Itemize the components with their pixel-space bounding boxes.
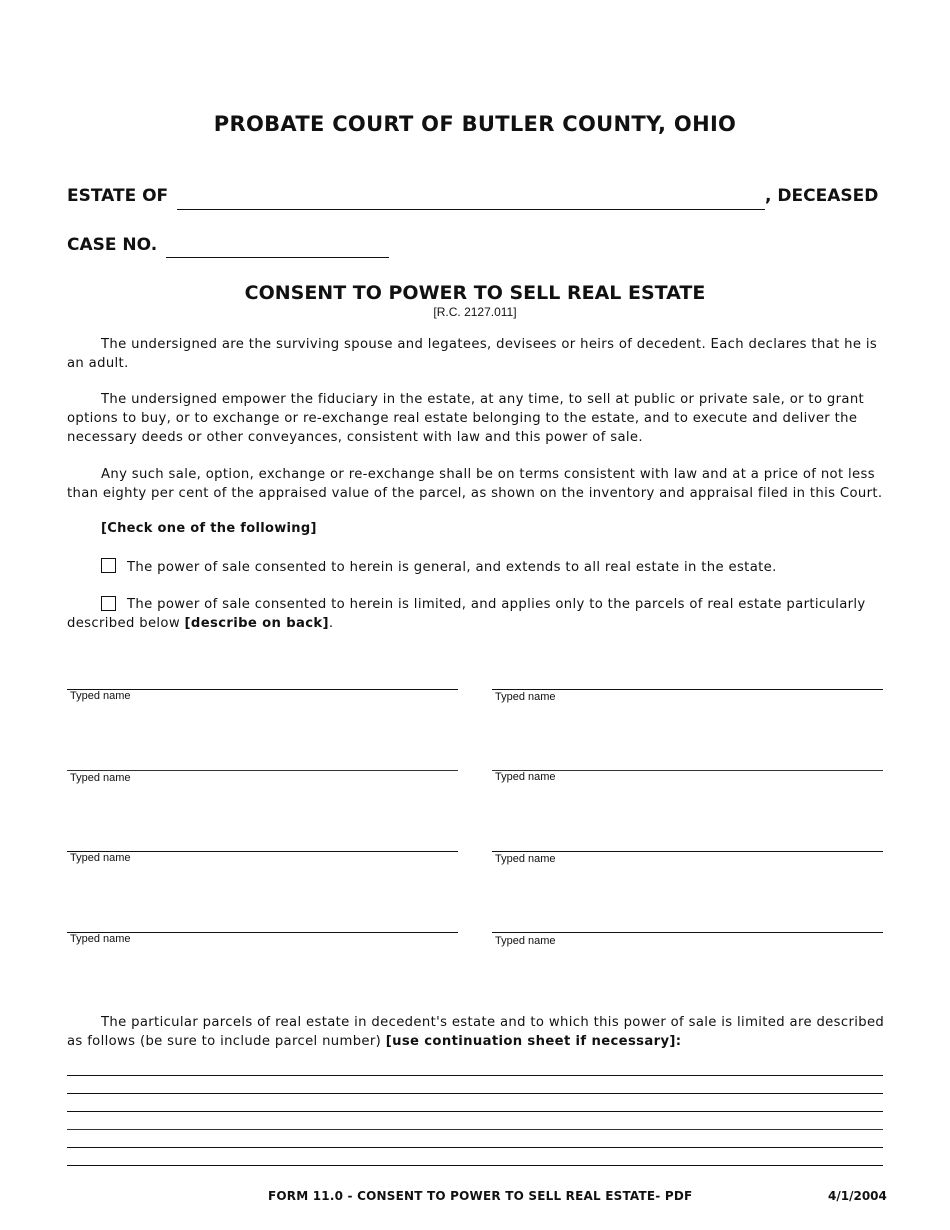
typed-name-caption: Typed name	[495, 691, 556, 703]
typed-name-caption: Typed name	[495, 935, 556, 947]
parcel-line[interactable]	[67, 1075, 883, 1076]
general-power-checkbox[interactable]	[101, 558, 116, 573]
limited-power-text-end: .	[328, 616, 334, 631]
limited-power-text	[67, 595, 885, 633]
parcel-line[interactable]	[67, 1093, 883, 1094]
limited-power-text-main: The power of sale consented to herein is limited, and applies only to the parcels of real estate particularly described below	[67, 597, 866, 631]
parcels-description-text: The particular parcels of real estate in decedent's estate and to which this power of sale is limited are described as follows (be sure to include parcel number)	[67, 1015, 885, 1049]
signature-line[interactable]	[492, 932, 883, 933]
typed-name-caption: Typed name	[495, 771, 556, 783]
parcel-line[interactable]	[67, 1147, 883, 1148]
paragraph-adult-declaration: The undersigned are the surviving spouse and legatees, devisees or heirs of decedent. Each declares that he is an adult.	[67, 337, 878, 371]
statute-reference: [R.C. 2127.011]	[433, 305, 517, 319]
case-number-label: CASE NO.	[67, 235, 158, 255]
parcel-line[interactable]	[67, 1111, 883, 1112]
signature-line[interactable]	[492, 851, 883, 852]
estate-name-field[interactable]	[177, 209, 765, 210]
paragraph-empower-fiduciary: The undersigned empower the fiduciary in the estate, at any time, to sell at public or private sale, or to grant options to buy, or to exchange or re-exchange real estate belonging to the estate, and to execute and deliver the necessary deeds or other conveyances, consistent with law and this power of sale.	[67, 392, 865, 445]
footer-form-id: FORM 11.0 - CONSENT TO POWER TO SELL REAL ESTATE- PDF	[268, 1189, 693, 1203]
paragraph-sale-terms: Any such sale, option, exchange or re-exchange shall be on terms consistent with law and at a price of not less than eighty per cent of the appraised value of the parcel, as shown on the inventory and appraisal filed in this Court.	[67, 467, 883, 501]
deceased-label: , DECEASED	[765, 186, 879, 206]
typed-name-caption: Typed name	[70, 852, 131, 864]
general-power-text: The power of sale consented to herein is general, and extends to all real estate in the estate.	[127, 560, 777, 575]
typed-name-caption: Typed name	[495, 853, 556, 865]
typed-name-caption: Typed name	[70, 772, 131, 784]
parcels-description	[67, 1013, 885, 1051]
estate-label: ESTATE OF	[67, 186, 169, 206]
document-title: CONSENT TO POWER TO SELL REAL ESTATE	[244, 282, 706, 304]
signature-line[interactable]	[492, 689, 883, 690]
check-instruction: [Check one of the following]	[101, 521, 317, 536]
parcel-line[interactable]	[67, 1165, 883, 1166]
signature-line[interactable]	[67, 770, 458, 771]
continuation-sheet-note: [use continuation sheet if necessary]:	[385, 1034, 682, 1049]
court-title: PROBATE COURT OF BUTLER COUNTY, OHIO	[213, 112, 737, 136]
case-number-field[interactable]	[166, 257, 389, 258]
typed-name-caption: Typed name	[70, 933, 131, 945]
typed-name-caption: Typed name	[70, 690, 131, 702]
describe-on-back-note: [describe on back]	[184, 616, 329, 631]
footer-date: 4/1/2004	[828, 1189, 887, 1203]
parcel-line[interactable]	[67, 1129, 883, 1130]
